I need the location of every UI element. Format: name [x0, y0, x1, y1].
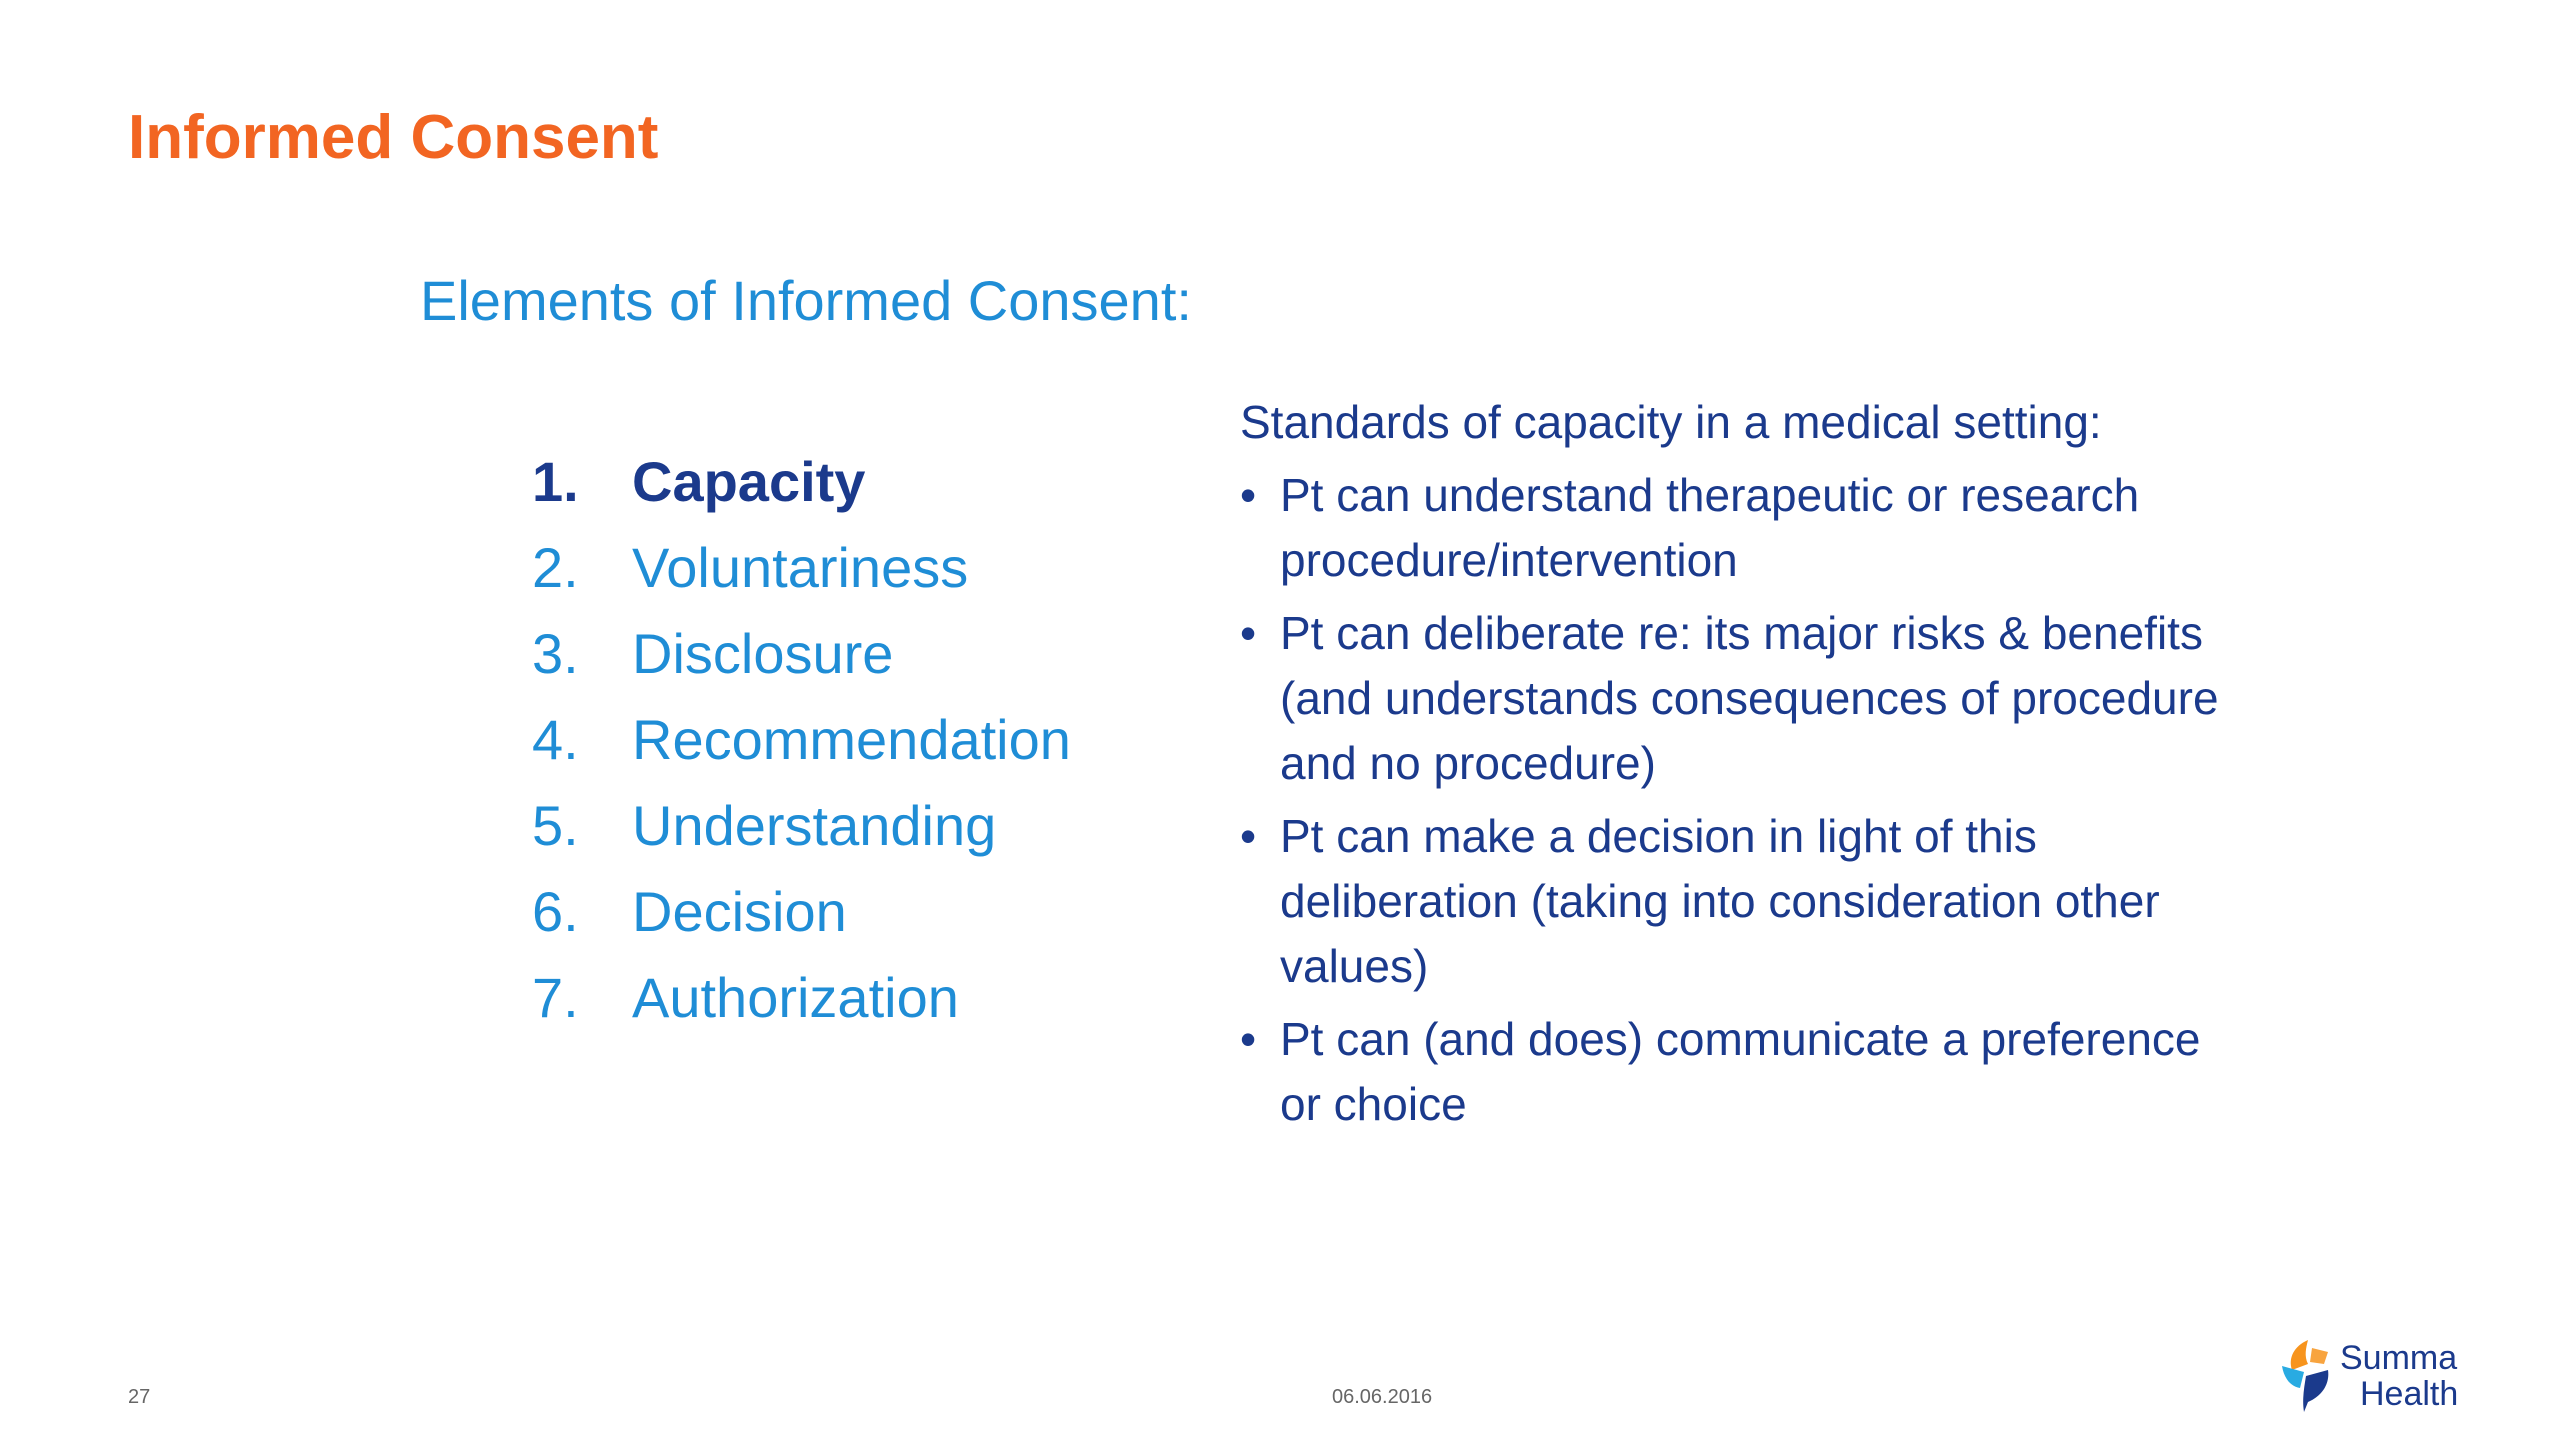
element-number: 1. — [532, 449, 579, 513]
logo-line1: Summa — [2340, 1339, 2458, 1377]
standards-item-text: Pt can deliberate re: its major risks & benefits (and understands consequences of procedure and no procedure) — [1280, 607, 2219, 789]
element-item-disclosure — [532, 610, 1071, 696]
bullet-icon: • — [1240, 1013, 1257, 1065]
element-number: 6. — [532, 879, 579, 943]
element-label: Decision — [632, 879, 847, 943]
element-item-authorization — [532, 954, 1071, 1040]
capacity-standards — [1240, 390, 2240, 1145]
element-item-voluntariness — [532, 524, 1071, 610]
elements-list — [532, 438, 1071, 1040]
summa-health-logo — [2278, 1336, 2458, 1416]
standards-item — [1240, 804, 2240, 999]
bullet-icon: • — [1240, 810, 1257, 862]
element-number: 4. — [532, 707, 579, 771]
standards-list — [1240, 463, 2240, 1137]
bullet-icon: • — [1240, 607, 1257, 659]
logo-text — [2340, 1340, 2458, 1412]
element-number: 7. — [532, 965, 579, 1029]
standards-heading: Standards of capacity in a medical setting: — [1240, 396, 2102, 448]
standards-item — [1240, 601, 2240, 796]
standards-item — [1240, 1007, 2240, 1137]
bullet-icon: • — [1240, 469, 1257, 521]
footer-date: 06.06.2016 — [1332, 1386, 1433, 1408]
element-number: 2. — [532, 535, 579, 599]
element-label: Authorization — [632, 965, 959, 1029]
element-number: 3. — [532, 621, 579, 685]
element-item-recommendation — [532, 696, 1071, 782]
slide-title: Informed Consent — [128, 103, 659, 172]
standards-item-text: Pt can make a decision in light of this deliberation (taking into consideration other values) — [1280, 810, 2160, 992]
element-item-understanding — [532, 782, 1071, 868]
element-label: Understanding — [632, 793, 997, 857]
logo-line2: Health — [2360, 1375, 2459, 1413]
standards-item — [1240, 463, 2240, 593]
element-label: Voluntariness — [632, 535, 969, 599]
element-label: Capacity — [632, 449, 866, 513]
standards-item-text: Pt can (and does) communicate a preference or choice — [1280, 1013, 2201, 1130]
page-number: 27 — [128, 1386, 151, 1408]
summa-health-logo-icon — [2278, 1336, 2334, 1416]
element-item-capacity — [532, 438, 1071, 524]
element-label: Disclosure — [632, 621, 894, 685]
slide-subtitle: Elements of Informed Consent: — [420, 269, 1192, 332]
element-item-decision — [532, 868, 1071, 954]
element-label: Recommendation — [632, 707, 1071, 771]
element-number: 5. — [532, 793, 579, 857]
standards-item-text: Pt can understand therapeutic or research procedure/intervention — [1280, 469, 2140, 586]
